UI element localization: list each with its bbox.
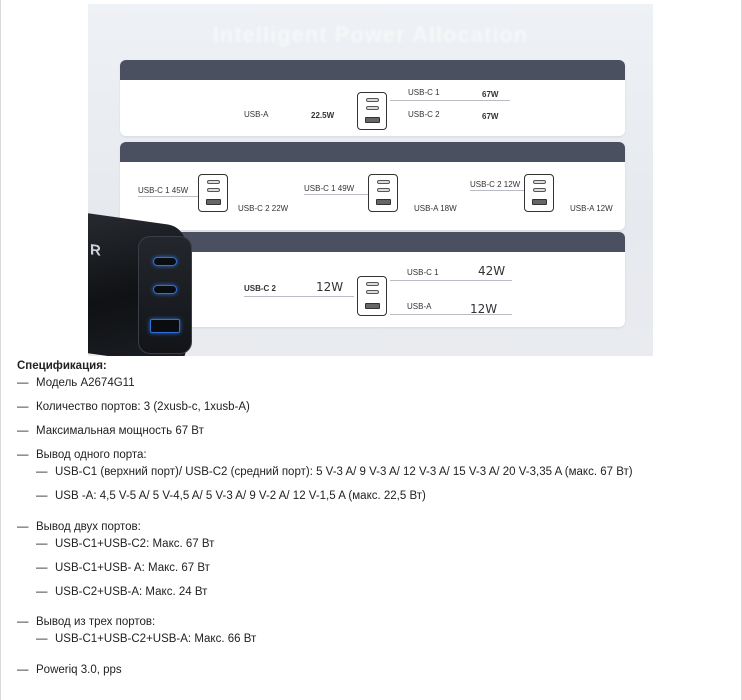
dash-bullet: — xyxy=(17,401,29,413)
usb-c2-label: USB-C 2 xyxy=(408,110,440,119)
charger-icon xyxy=(357,276,387,316)
charger-logo: R xyxy=(90,241,101,260)
spec-subitem xyxy=(36,537,214,551)
usb-c2-watt: 12W xyxy=(316,280,344,294)
spec-item-text: USB-C1 (верхний порт)/ USB-C2 (средний порт): 5 V-3 A/ 9 V-3 A/ 12 V-3 A/ 15 V-3 A/ 20 V-3,35 A (макс. 67 Вт) xyxy=(55,466,633,478)
spec-item-text: Максимальная мощность 67 Вт xyxy=(36,425,204,437)
charger-icon xyxy=(198,174,228,212)
connector-line xyxy=(244,296,354,297)
usb-c1-label: USB-C 1 xyxy=(408,88,440,97)
dash-bullet: — xyxy=(36,490,48,502)
usb-a-port-icon xyxy=(532,199,547,205)
connector-line xyxy=(390,100,510,101)
charger-icon xyxy=(357,92,387,130)
usb-c-port-icon xyxy=(533,180,546,184)
usb-a-port-icon xyxy=(365,117,380,123)
connector-line xyxy=(304,194,368,195)
usb-c1-label: USB-C 1 xyxy=(407,268,439,277)
usb-c-port-icon xyxy=(377,188,390,192)
spec-item-text: Вывод из трех портов: xyxy=(36,616,156,628)
usb-c1-watt: 67W xyxy=(482,90,499,99)
spec-item-text: Вывод одного порта: xyxy=(36,449,147,461)
combo1-top-label: USB-C 1 45W xyxy=(138,186,189,195)
usb-a-port-icon xyxy=(365,303,380,309)
combo3-top-label: USB-C 2 12W xyxy=(470,180,521,189)
panel-header-bar xyxy=(120,60,625,80)
spec-subitem xyxy=(36,585,207,599)
usb-c-port-icon xyxy=(207,180,220,184)
usb-a-label: USB-A xyxy=(407,302,432,311)
spec-item-text: Вывод двух портов: xyxy=(36,521,141,533)
spec-item xyxy=(17,448,147,462)
dash-bullet: — xyxy=(17,664,29,676)
spec-item xyxy=(17,400,250,414)
combo2-bottom-label: USB-A 18W xyxy=(414,204,457,213)
usb-c-port-glow xyxy=(153,257,177,266)
spec-heading: Спецификация: xyxy=(17,360,107,372)
spec-item xyxy=(17,520,141,534)
usb-c-port-icon xyxy=(377,180,390,184)
spec-subitem xyxy=(36,489,426,503)
dash-bullet: — xyxy=(17,425,29,437)
usb-a-port-icon xyxy=(376,199,391,205)
spec-item xyxy=(17,663,122,677)
usb-c1-watt: 42W xyxy=(478,264,506,278)
usb-c2-label: USB-C 2 xyxy=(244,284,277,293)
spec-item-text: Poweriq 3.0, pps xyxy=(36,664,122,676)
spec-item xyxy=(17,615,155,629)
usb-a-port-glow xyxy=(150,319,180,333)
connector-line xyxy=(470,190,524,191)
panel-header-bar xyxy=(120,142,625,162)
usb-c-port-glow xyxy=(153,285,177,294)
usb-c-port-icon xyxy=(366,106,379,110)
spec-item xyxy=(17,376,135,390)
dash-bullet: — xyxy=(36,633,48,645)
charger-face xyxy=(138,236,192,354)
spec-item-text: Количество портов: 3 (2xusb-c, 1xusb-A) xyxy=(36,401,250,413)
usb-a-label: USB-A xyxy=(244,110,269,119)
usb-c-port-icon xyxy=(533,188,546,192)
dash-bullet: — xyxy=(36,538,48,550)
charger-icon xyxy=(368,174,398,212)
infographic-title: Intelligent Power Allocation xyxy=(212,22,529,47)
spec-subitem xyxy=(36,465,633,479)
dash-bullet: — xyxy=(17,616,29,628)
usb-c-port-icon xyxy=(366,282,379,286)
spec-item-text: Модель A2674G11 xyxy=(36,377,135,389)
usb-a-watt: 22.5W xyxy=(311,111,335,120)
usb-a-watt: 12W xyxy=(470,302,498,316)
dash-bullet: — xyxy=(17,377,29,389)
charger-icon xyxy=(524,174,554,212)
spec-item-text: USB-C1+USB-C2+USB-A: Макс. 66 Вт xyxy=(55,633,257,645)
combo3-bottom-label: USB-A 12W xyxy=(570,204,613,213)
spec-subitem xyxy=(36,632,256,646)
panel-single-port xyxy=(120,60,625,136)
dash-bullet: — xyxy=(17,449,29,461)
usb-c2-watt: 67W xyxy=(482,112,499,121)
spec-subitem xyxy=(36,561,210,575)
dash-bullet: — xyxy=(36,586,48,598)
connector-line xyxy=(390,280,512,281)
spec-item-text: USB -A: 4,5 V-5 A/ 5 V-4,5 A/ 5 V-3 A/ 9 V-2 A/ 12 V-1,5 A (макс. 22,5 Вт) xyxy=(55,490,426,502)
usb-c-port-icon xyxy=(366,290,379,294)
connector-line xyxy=(138,196,198,197)
charger-photo xyxy=(88,212,198,356)
spec-item-text: USB-C1+USB-C2: Макс. 67 Вт xyxy=(55,538,215,550)
combo1-bottom-label: USB-C 2 22W xyxy=(238,204,289,213)
spec-item xyxy=(17,424,204,438)
dash-bullet: — xyxy=(36,562,48,574)
usb-a-port-icon xyxy=(206,199,221,205)
dash-bullet: — xyxy=(17,521,29,533)
spec-item-text: USB-C1+USB- A: Макс. 67 Вт xyxy=(55,562,210,574)
spec-item-text: USB-C2+USB-A: Макс. 24 Вт xyxy=(55,586,208,598)
dash-bullet: — xyxy=(36,466,48,478)
usb-c-port-icon xyxy=(207,188,220,192)
combo2-top-label: USB-C 1 49W xyxy=(304,184,355,193)
usb-c-port-icon xyxy=(366,98,379,102)
